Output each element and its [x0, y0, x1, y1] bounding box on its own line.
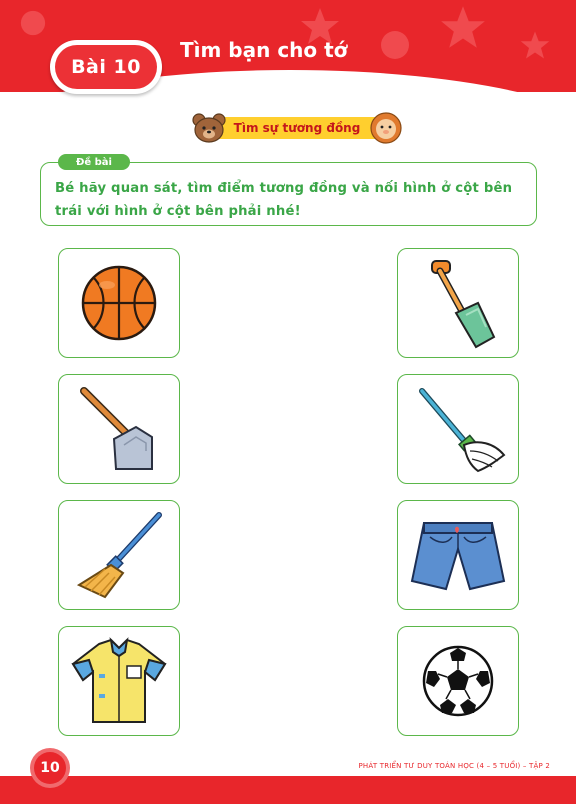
lion-mascot-icon — [368, 112, 404, 144]
card-soccer-ball[interactable] — [397, 626, 519, 736]
book-title: PHÁT TRIỂN TƯ DUY TOÁN HỌC (4 – 5 TUỔI) – TẬP 2 — [358, 762, 550, 770]
page-number-badge — [30, 748, 70, 788]
task-instruction-box — [40, 162, 537, 226]
decorative-star-icon — [520, 30, 550, 60]
card-shorts[interactable] — [397, 500, 519, 610]
skill-text: Tìm sự tương đồng — [233, 121, 361, 135]
task-tab — [58, 154, 130, 170]
shovel-icon — [418, 255, 498, 351]
card-hoe[interactable] — [58, 374, 180, 484]
decorative-circle-icon — [20, 10, 46, 36]
soccer-ball-icon — [418, 641, 498, 721]
page-title: Tìm bạn cho tớ — [180, 38, 348, 62]
decorative-circle-icon — [380, 30, 410, 60]
task-tab-label: Đề bài — [76, 156, 112, 168]
card-shirt[interactable] — [58, 626, 180, 736]
page-number: 10 — [40, 760, 60, 776]
hoe-icon — [74, 381, 164, 477]
shorts-icon — [408, 515, 508, 595]
bear-mascot-icon — [192, 112, 226, 144]
task-instruction: Bé hãy quan sát, tìm điểm tương đồng và nối hình ở cột bên trái với hình ở cột bên phải nhé! — [55, 181, 513, 219]
basketball-icon — [79, 263, 159, 343]
card-basketball[interactable] — [58, 248, 180, 358]
card-shovel[interactable] — [397, 248, 519, 358]
shirt-icon — [69, 636, 169, 726]
lesson-badge — [50, 40, 162, 94]
card-mop[interactable] — [397, 374, 519, 484]
footer-bar — [0, 776, 576, 804]
mop-icon — [408, 381, 508, 477]
card-broom[interactable] — [58, 500, 180, 610]
decorative-star-icon — [440, 4, 486, 50]
broom-icon — [71, 507, 167, 603]
lesson-label: Bài 10 — [71, 56, 141, 78]
skill-label — [192, 112, 406, 142]
